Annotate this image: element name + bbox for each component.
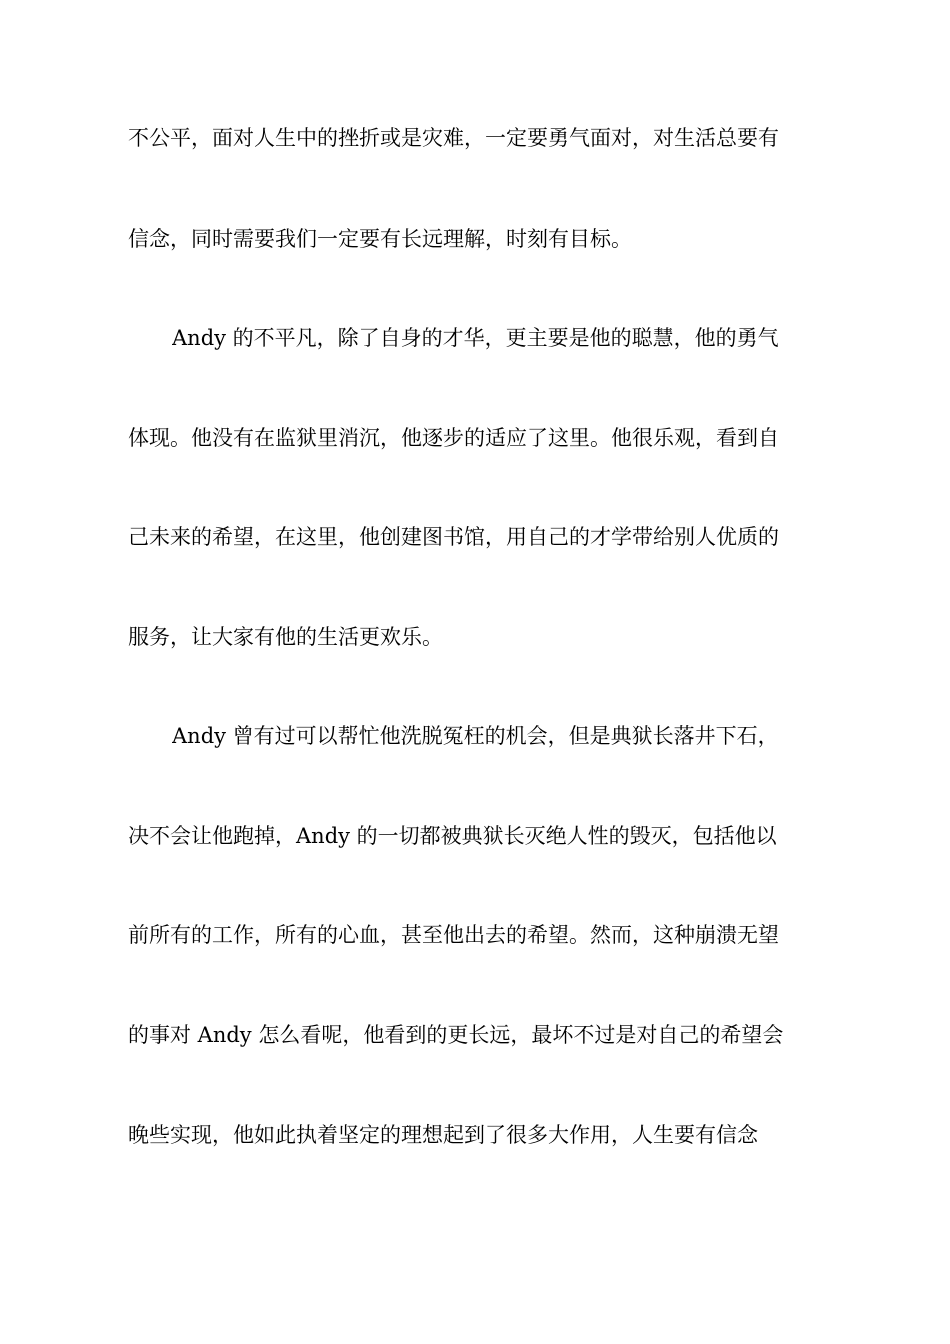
paragraph-line: Andy 的不平凡，除了自身的才华，更主要是他的聪慧，他的勇气 xyxy=(172,326,779,350)
paragraph-line: 信念，同时需要我们一定要有长远理解，时刻有目标。 xyxy=(128,227,632,251)
paragraph-line: 前所有的工作，所有的心血，甚至他出去的希望。然而，这种崩溃无望 xyxy=(128,923,779,947)
paragraph-line: 服务，让大家有他的生活更欢乐。 xyxy=(128,625,443,649)
paragraph-line: 不公平，面对人生中的挫折或是灾难，一定要勇气面对，对生活总要有 xyxy=(128,126,779,150)
paragraph-line: 的事对 Andy 怎么看呢，他看到的更长远，最坏不过是对自己的希望会 xyxy=(128,1023,784,1047)
paragraph-line: Andy 曾有过可以帮忙他洗脱冤枉的机会，但是典狱长落井下石， xyxy=(172,724,779,748)
paragraph-line: 决不会让他跑掉，Andy 的一切都被典狱长灭绝人性的毁灭，包括他以 xyxy=(128,824,777,848)
paragraph-line: 体现。他没有在监狱里消沉，他逐步的适应了这里。他很乐观，看到自 xyxy=(128,426,779,450)
paragraph-line: 晚些实现，他如此执着坚定的理想起到了很多大作用，人生要有信念 xyxy=(128,1123,758,1147)
paragraph-line: 己未来的希望，在这里，他创建图书馆，用自己的才学带给别人优质的 xyxy=(128,525,779,549)
